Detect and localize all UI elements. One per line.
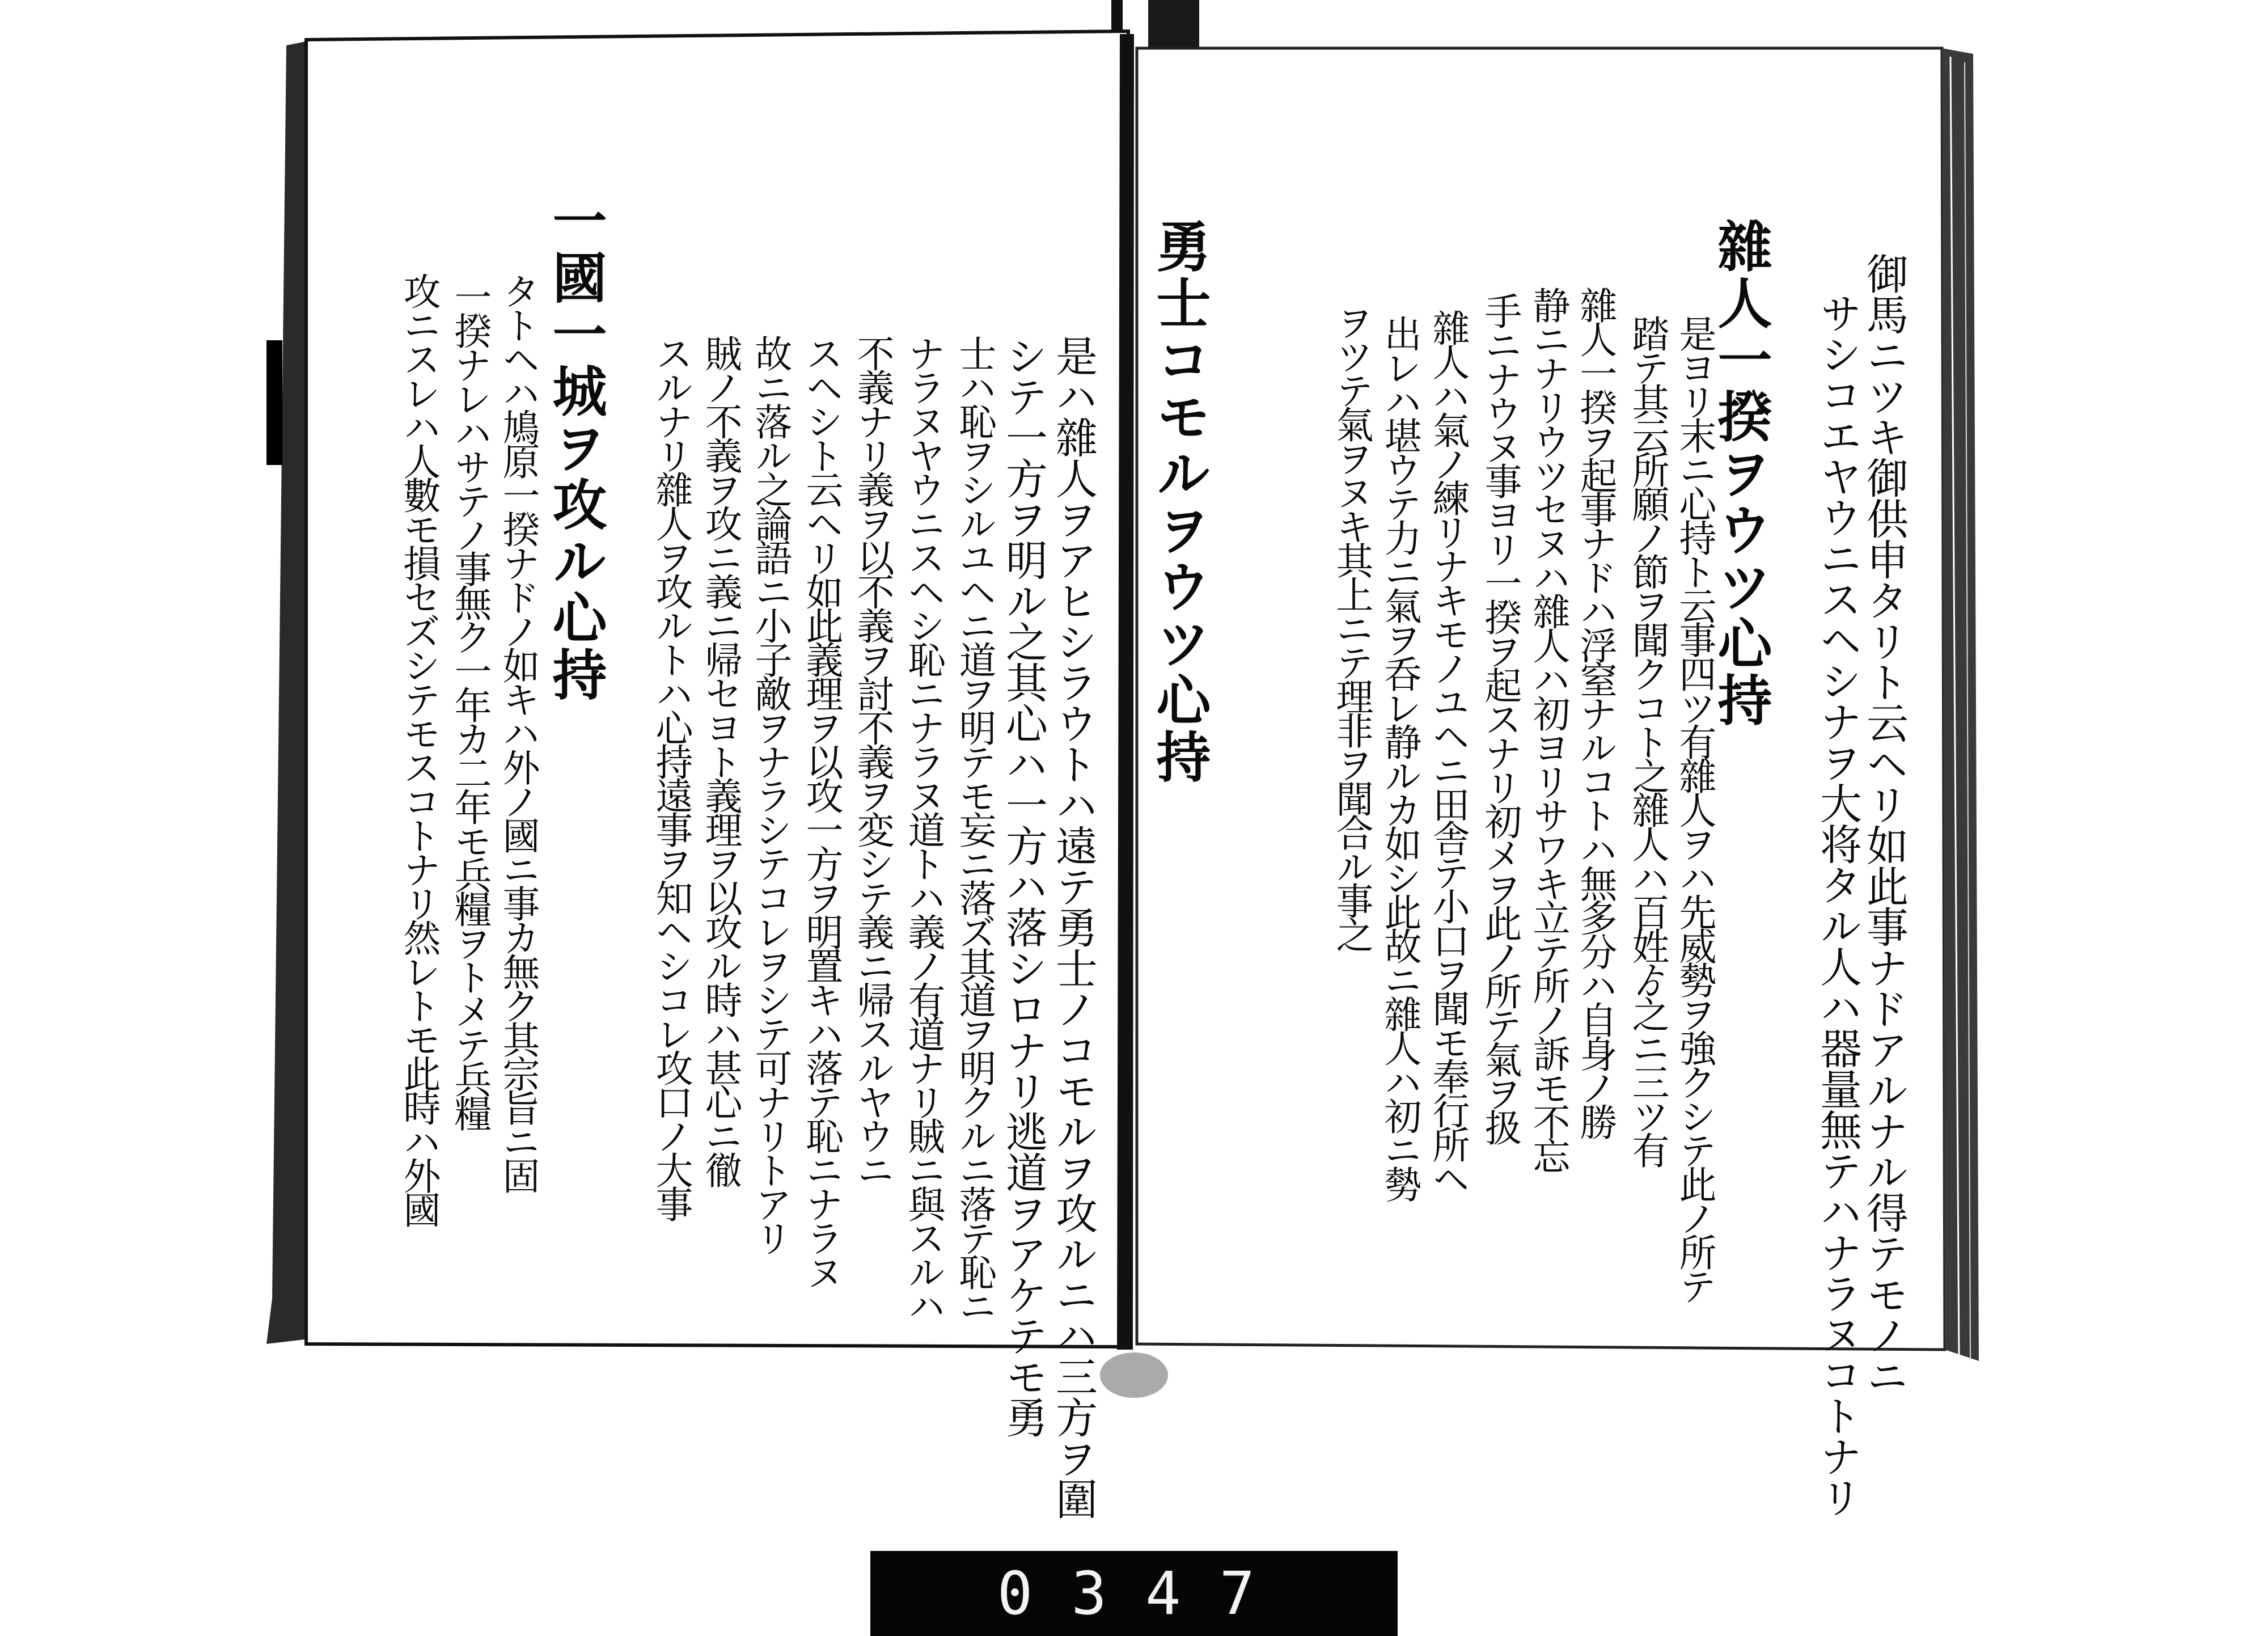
right-text-column: 踏テ其云所願ノ節ヲ聞クコト之雜人ハ百姓ゟ之ニ三ツ有 xyxy=(1626,315,1669,1165)
left-edge-clip xyxy=(266,340,282,465)
section-heading: 勇士コモルヲウツ心持 xyxy=(1148,218,1212,785)
right-text-column: サシコエヤウニスヘシナヲ大将タル人ハ器量無テハナラヌコトナリ xyxy=(1813,292,1862,1517)
left-text-column: 不義ナリ義ヲ以不義ヲ討不義ヲ変シテ義ニ帰スルヤウニ xyxy=(850,335,894,1185)
binding-clip-right xyxy=(1148,0,1199,48)
right-text-column: 雜人ハ氣ノ練リナキモノユヘニ田舎テ小口ヲ聞モ奉行所ヘ xyxy=(1426,309,1470,1194)
right-text-column: 雜人一揆ヲ起事ナドハ浮窒ナルコトハ無多分ハ自身ノ勝 xyxy=(1573,286,1617,1137)
left-text-column: スルナリ雜人ヲ攻ルトハ心持遠事ヲ知ヘシコレ攻口ノ大事 xyxy=(649,335,693,1219)
right-page xyxy=(1117,48,1967,1517)
frame-number: 0347 xyxy=(997,1559,1294,1628)
right-text-column: ヲツテ氣ヲヌキ其上ニテ理非ヲ聞合ル事之 xyxy=(1330,303,1373,950)
right-text-column: 静ニナリウツセヌハ雜人ハ初ヨリサワキ立テ所ノ訴モ不忘 xyxy=(1526,286,1570,1171)
left-text-column: 故ニ落ル之論語ニ小子敵ヲナラシテコレヲシテ可ナリトアリ xyxy=(748,335,792,1253)
left-text-column: シテ一方ヲ明ル之其心ハ一方ハ落シロナリ逃道ヲアケテモ勇 xyxy=(999,335,1048,1437)
left-text-column: ナラヌヤウニスヘシ恥ニナラヌ道トハ義ノ有道ナリ賊ニ與スルハ xyxy=(902,335,945,1321)
section-heading: 一國一城ヲ攻ル心持 xyxy=(544,193,608,703)
right-text-column: 出レハ堪ウテ力ニ氣ヲ呑レ静ルカ如シ此故ニ雜人ハ初ニ勢 xyxy=(1378,315,1421,1199)
left-text-column: タトヘハ鳩原一揆ナドノ如キハ外ノ國ニ事カ無ク其宗旨ニ固 xyxy=(496,272,540,1191)
left-text-column: 賊ノ不義ヲ攻ニ義ニ帰セヨト義理ヲ以攻ル時ハ甚心ニ徹 xyxy=(699,335,742,1185)
binding-clip-left xyxy=(1111,0,1123,34)
right-text-column: 手ニナウヌ事ヨリ一揆ヲ起スナリ初メヲ此ノ所テ氣ヲ扱 xyxy=(1478,292,1522,1143)
left-text-column: 攻ニスレハ人數モ損セズシテモスコトナリ然レトモ此時ハ外國 xyxy=(397,272,441,1225)
left-text-column: スヘシト云ヘリ如此義理ヲ以攻一方ヲ明置キハ落テ恥ニナラヌ xyxy=(799,335,843,1287)
right-text-column: 是ヨリ末ニ心持ト云事四ツ有雜人ヲハ先威勢ヲ強クシテ此ノ所テ xyxy=(1673,315,1716,1301)
left-text-column: 是ハ雜人ヲアヒシラウトハ遠テ勇士ノコモルヲ攻ルニハ三方ヲ圍 xyxy=(1049,335,1098,1519)
left-text-column: 一揆ナレハサテノ事無ク一年カ二年モ兵糧ヲトメテ兵糧 xyxy=(448,278,492,1128)
frame-number-plate xyxy=(870,1551,1398,1636)
section-heading: 雜人一揆ヲウツ心持 xyxy=(1709,218,1773,729)
left-page xyxy=(315,40,1154,1519)
left-text-column: 士ハ恥ヲシルユヘニ道ヲ明テモ妄ニ落ズ其道ヲ明クルニ落テ恥ニ xyxy=(953,335,996,1321)
right-text-column: 御馬ニツキ御供申タリト云ヘリ如此事ナドアルナル得テモノニ xyxy=(1860,252,1909,1396)
